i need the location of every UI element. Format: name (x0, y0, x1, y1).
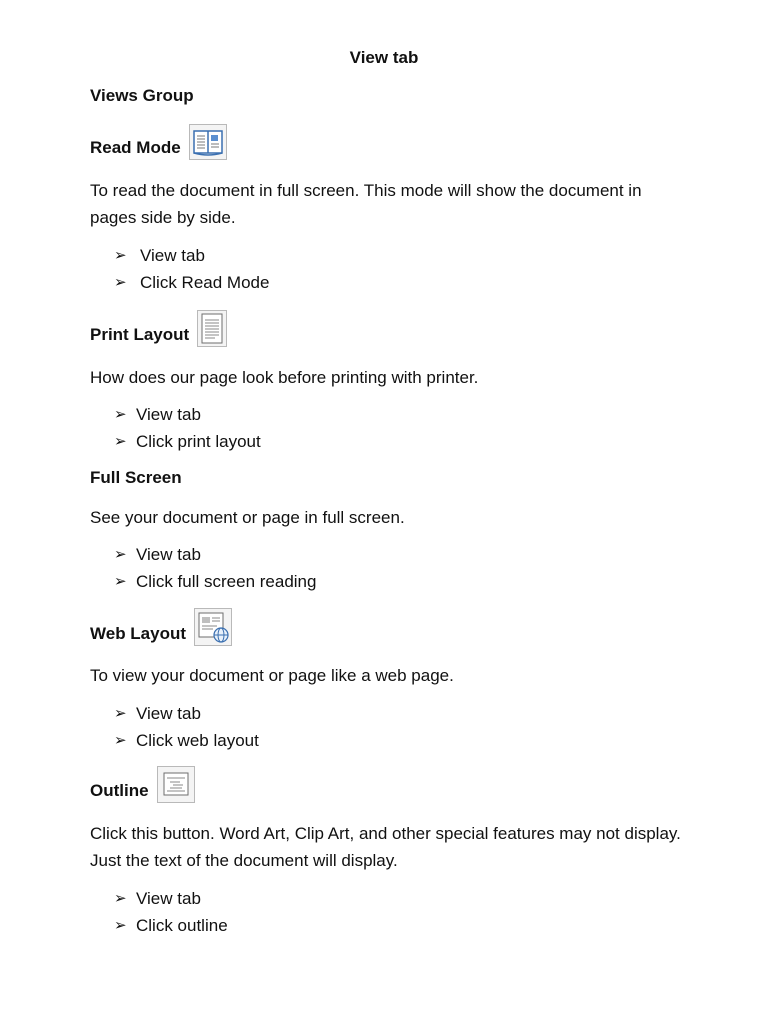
page-title: View tab (349, 48, 419, 67)
arrow-bullet-icon: ➢ (114, 433, 127, 450)
step-text: View tab (136, 545, 201, 564)
outline-steps (114, 885, 228, 939)
step-text: Click outline (136, 916, 228, 935)
read-mode-steps (114, 242, 269, 296)
step-text: Click print layout (136, 432, 261, 451)
web-layout-steps (114, 700, 259, 754)
arrow-bullet-icon: ➢ (114, 705, 127, 722)
web-layout-icon (194, 608, 232, 646)
list-item (114, 700, 259, 727)
web-layout-heading (90, 608, 232, 646)
arrow-bullet-icon: ➢ (114, 573, 127, 590)
print-layout-heading-text: Print Layout (90, 325, 190, 344)
step-text: Click full screen reading (136, 572, 317, 591)
full-screen-heading (90, 468, 182, 488)
print-layout-description: How does our page look before printing with printer. (90, 368, 479, 387)
read-mode-heading-text: Read Mode (90, 138, 181, 157)
step-text: View tab (140, 246, 205, 265)
full-screen-steps (114, 541, 316, 595)
full-screen-heading-text: Full Screen (90, 468, 182, 487)
print-layout-steps (114, 401, 261, 455)
outline-heading (90, 766, 195, 803)
step-text: View tab (136, 889, 201, 908)
arrow-bullet-icon: ➢ (114, 917, 127, 934)
outline-heading-text: Outline (90, 781, 149, 800)
list-item (114, 541, 316, 568)
views-group-heading (90, 86, 194, 106)
outline-description: Click this button. Word Art, Clip Art, and other special features may not display. Just the text of the document will display. (90, 824, 681, 870)
list-item (114, 568, 316, 595)
list-item (114, 269, 269, 296)
arrow-bullet-icon: ➢ (114, 546, 127, 563)
web-layout-heading-text: Web Layout (90, 624, 187, 643)
list-item (114, 727, 259, 754)
arrow-bullet-icon: ➢ (114, 274, 127, 291)
arrow-bullet-icon: ➢ (114, 890, 127, 907)
arrow-bullet-icon: ➢ (114, 406, 127, 423)
web-layout-description: To view your document or page like a web page. (90, 666, 454, 685)
step-text: View tab (136, 704, 201, 723)
step-text: Click Read Mode (140, 273, 270, 292)
list-item (114, 912, 228, 939)
list-item (114, 885, 228, 912)
read-mode-icon (189, 124, 227, 160)
print-layout-icon (197, 310, 227, 347)
arrow-bullet-icon: ➢ (114, 732, 127, 749)
read-mode-heading (90, 124, 227, 160)
views-group-heading-text: Views Group (90, 86, 194, 105)
arrow-bullet-icon: ➢ (114, 247, 127, 264)
full-screen-description: See your document or page in full screen. (90, 508, 405, 527)
step-text: View tab (136, 405, 201, 424)
step-text: Click web layout (136, 731, 259, 750)
list-item (114, 401, 261, 428)
outline-icon (157, 766, 195, 803)
list-item (114, 242, 269, 269)
read-mode-description: To read the document in full screen. This mode will show the document in pages side by side. (90, 181, 642, 227)
print-layout-heading (90, 310, 227, 347)
list-item (114, 428, 261, 455)
